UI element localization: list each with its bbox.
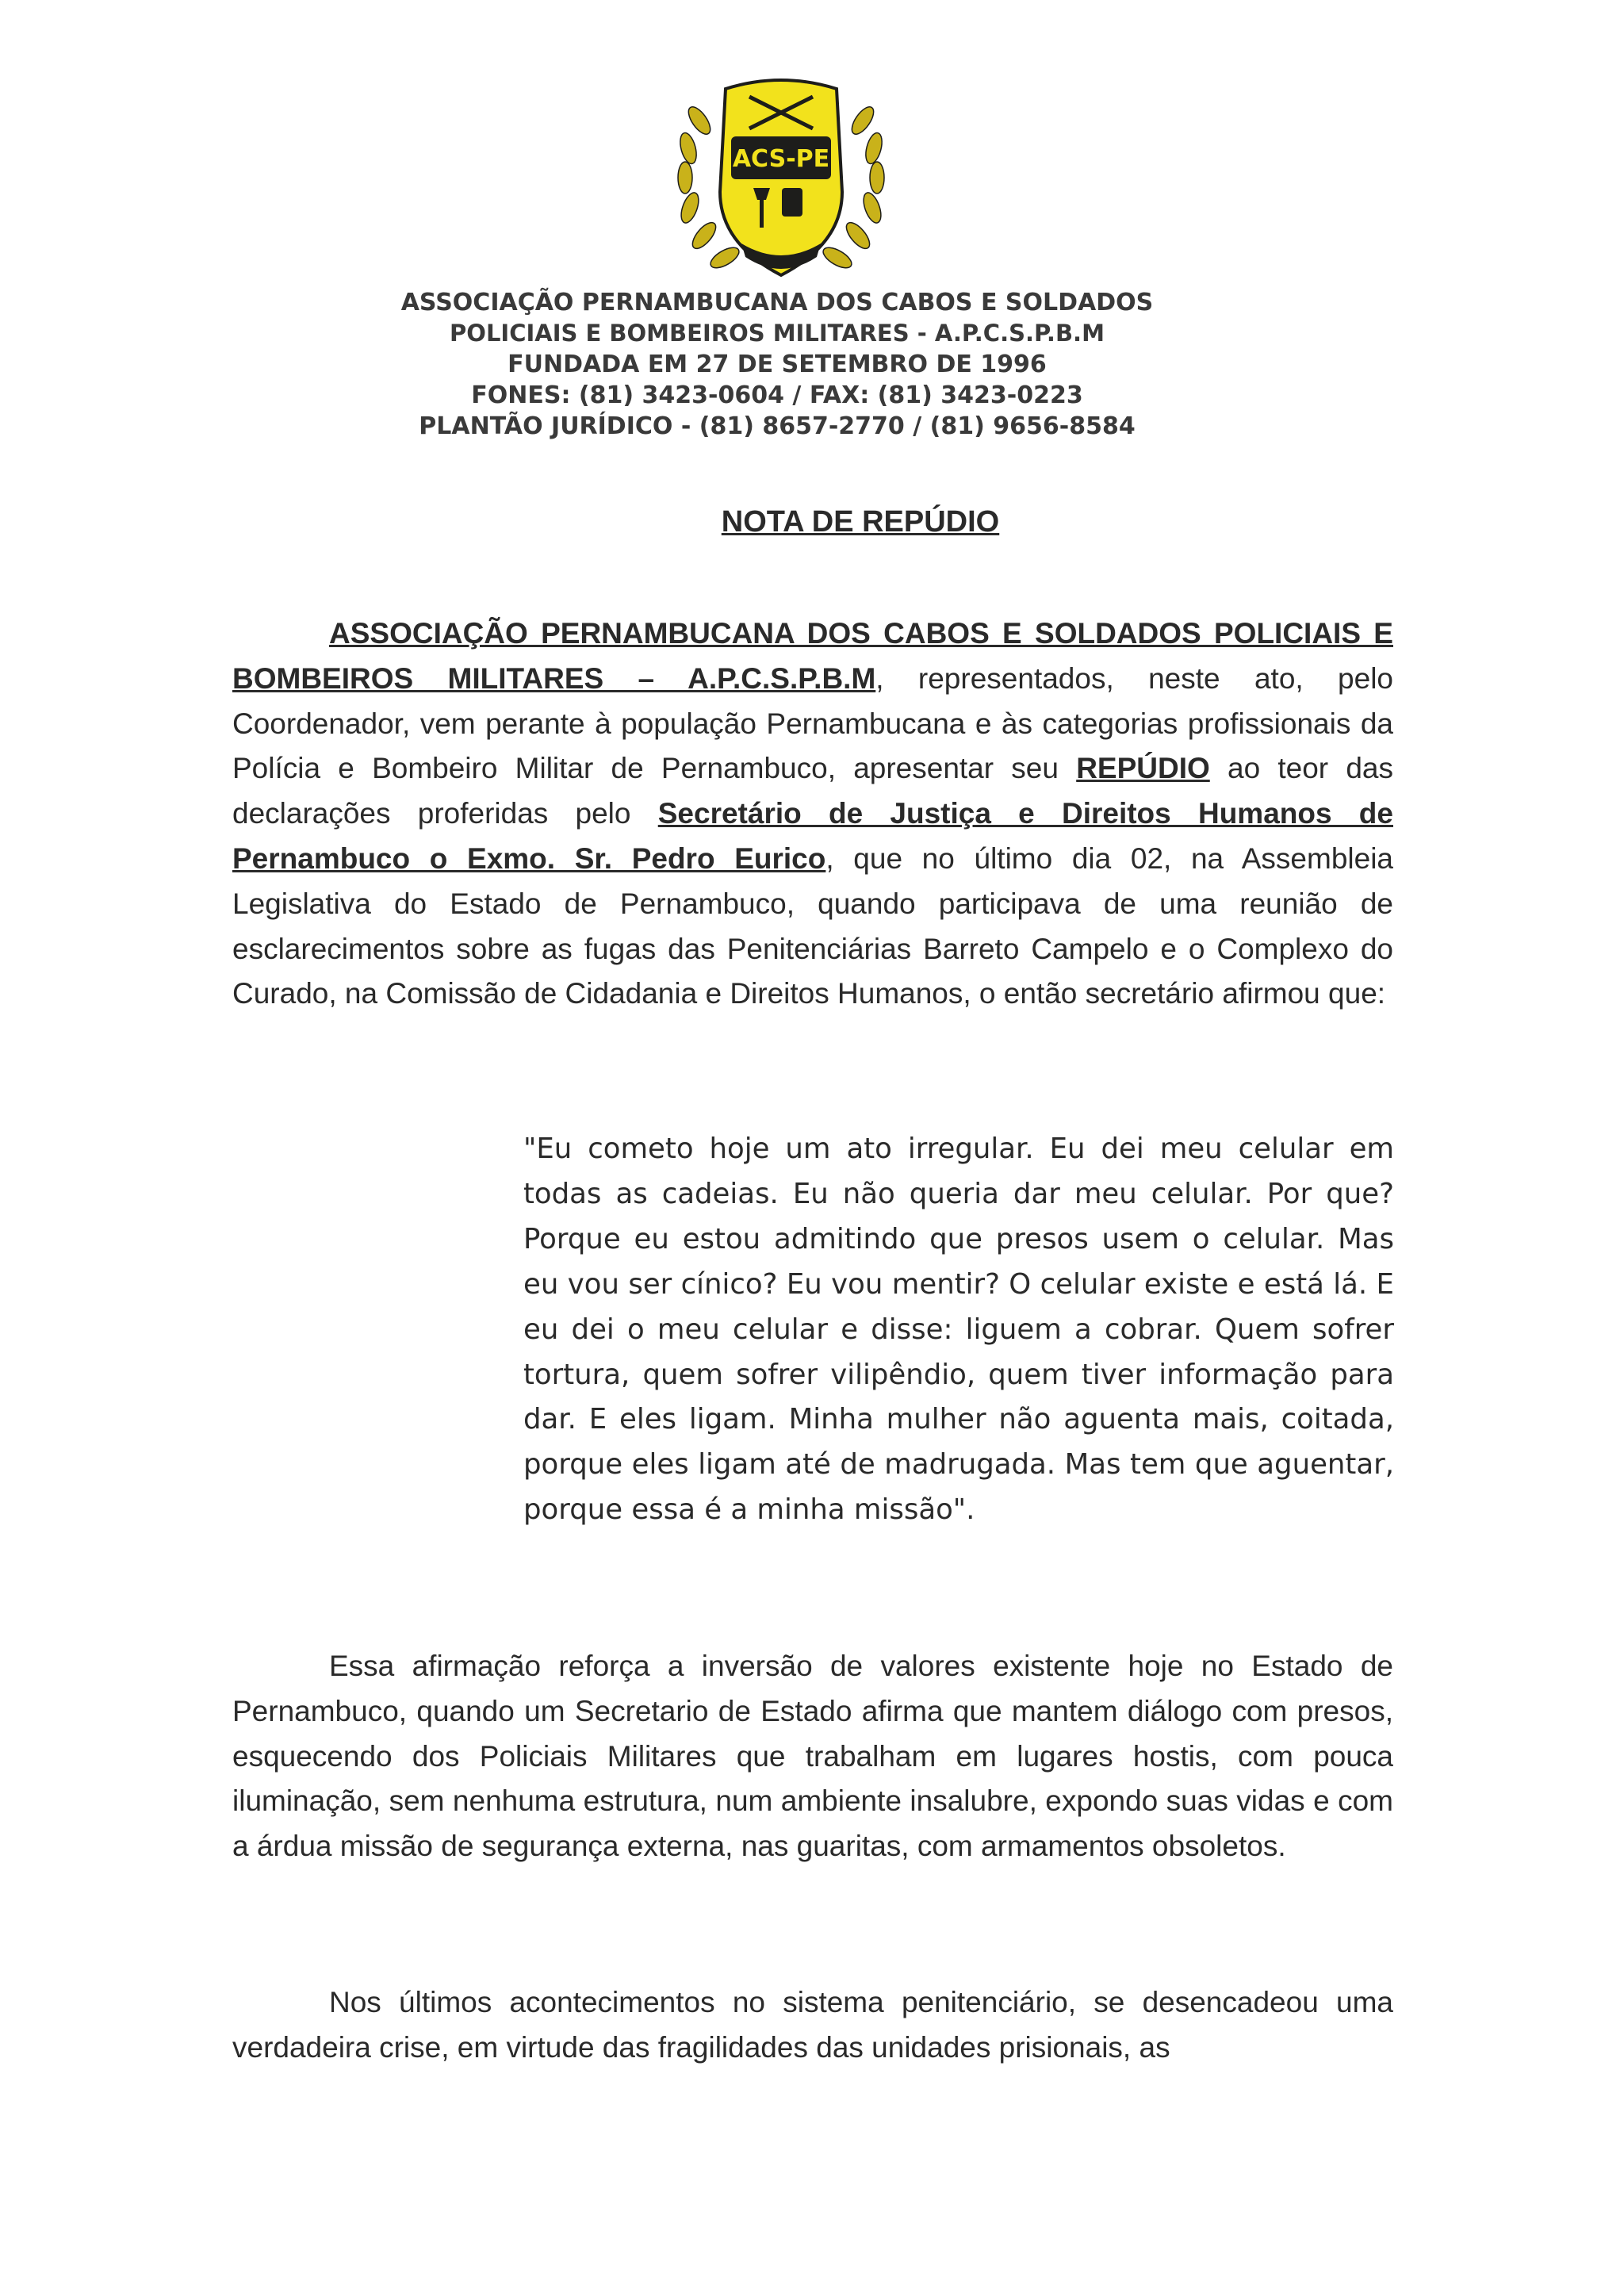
secretary-quote: "Eu cometo hoje um ato irregular. Eu dei meu celular em todas as cadeias. Eu não queria dar meu celular. Por que? Porque eu estou admitindo que presos usem o celular. Mas eu vou ser cínico? Eu vou mentir? O celular existe e está lá. E eu dei o meu celular e disse: liguem a cobrar. Quem sofrer tortura, quem sofrer vilipêndio, quem tiver informação para dar. E eles ligam. Minha mulher não aguenta mais, coitada, porque eles ligam até de madrugada. Mas tem que aguentar, porque essa é a minha missão". <box>523 1133 1394 1527</box>
paragraph-2-text: Essa afirmação reforça a inversão de valores existente hoje no Estado de Pernambuco, quando um Secretario de Estado afirma que mantem diálogo com presos, esquecendo dos Policiais Militares que trabalham em lugares hostis, com pouca iluminação, sem nenhuma estrutura, num ambiente insalubre, expondo suas vidas e com a árdua missão de segurança externa, nas guaritas, com armamentos obsoletos. <box>232 1650 1393 1863</box>
acs-pe-emblem-icon <box>666 73 896 287</box>
legal-hotline: PLANTÃO JURÍDICO - (81) 8657-2770 / (81) 9656-8584 <box>419 412 1136 440</box>
paragraph-1-text-b: ao teor das declarações proferidas pelo <box>232 752 1393 830</box>
secretary-name: Secretário de Justiça e Direitos Humanos de Pernambuco o Exmo. Sr. Pedro Eurico <box>232 797 1393 875</box>
phone-fax: FONES: (81) 3423-0604 / FAX: (81) 3423-0223 <box>471 381 1083 409</box>
acs-pe-logo <box>666 73 896 287</box>
organization-name: ASSOCIAÇÃO PERNAMBUCANA DOS CABOS E SOLDADOS POLICIAIS E BOMBEIROS MILITARES – A.P.C.S.P.B.M <box>232 617 1393 695</box>
founding-date: FUNDADA EM 27 DE SETEMBRO DE 1996 <box>508 351 1047 378</box>
logo-text: ACS-PE <box>732 145 830 173</box>
paragraph-1-text-c: , que no último dia 02, na Assembleia Legislativa do Estado de Pernambuco, quando participava de uma reunião de esclarecimentos sobre as fugas das Penitenciárias Barreto Campelo e o Complexo do Curado, na Comissão de Cidadania e Direitos Humanos, o então secretário afirmou que: <box>232 841 1394 1010</box>
document-title: NOTA DE REPÚDIO <box>721 505 1000 539</box>
letterhead <box>238 287 1316 442</box>
paragraph-3-text: Nos últimos acontecimentos no sistema penitenciário, se desencadeou uma verdadeira crise, em virtude das fragilidades das unidades prisionais, as <box>232 1986 1393 2064</box>
association-name: ASSOCIAÇÃO PERNAMBUCANA DOS CABOS E SOLDADOS <box>400 289 1154 316</box>
repudio-word: REPÚDIO <box>1076 752 1210 785</box>
association-subtitle: POLICIAIS E BOMBEIROS MILITARES - A.P.C.S.P.B.M <box>450 320 1105 347</box>
paragraph-2 <box>232 1644 1393 1869</box>
paragraph-3 <box>232 1980 1393 2071</box>
paragraph-1 <box>232 611 1393 1017</box>
paragraph-1-text-a: , representados, neste ato, pelo Coordenador, vem perante à população Pernambucana e às categorias profissionais da Polícia e Bombeiro Militar de Pernambuco, apresentar seu <box>232 661 1393 785</box>
